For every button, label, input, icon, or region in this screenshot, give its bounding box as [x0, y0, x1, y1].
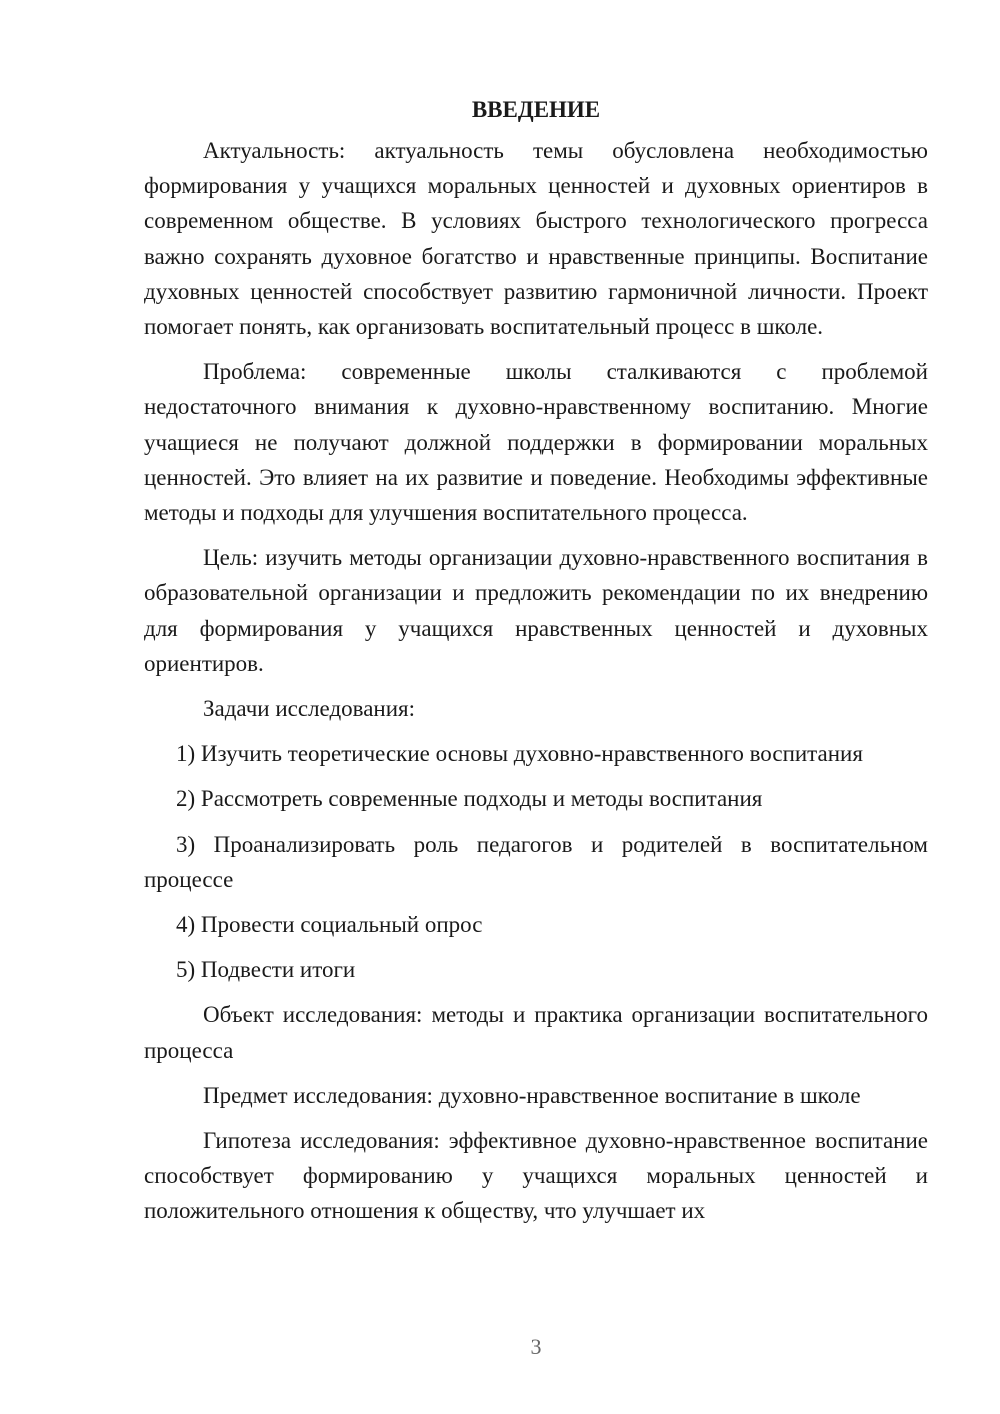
- task-item-3: 3) Проанализировать роль педагогов и родителей в воспитательном процессе: [144, 831, 928, 892]
- paragraph-subject: Предмет исследования: духовно-нравственное воспитание в школе: [203, 1082, 861, 1108]
- task-item-1: 1) Изучить теоретические основы духовно-нравственного воспитания: [176, 741, 863, 767]
- paragraph-relevance: Актуальность: актуальность темы обусловлена необходимостью формирования у учащихся моральных ценностей и духовных ориентиров в современном обществе. В условиях быстрого технологического прогресса важно сохранять духовное богатство и нравственные принципы. Воспитание духовных ценностей способствует развитию гармоничной личности. Проект помогает понять, как организовать воспитательный процесс в школе.: [144, 138, 928, 340]
- task-item-5: 5) Подвести итоги: [176, 957, 356, 983]
- section-title: ВВЕДЕНИЕ: [471, 97, 601, 122]
- task-item-4: 4) Провести социальный опрос: [176, 912, 483, 938]
- paragraph-problem: Проблема: современные школы сталкиваются с проблемой недостаточного внимания к духовно-нравственному воспитанию. Многие учащиеся не получают должной поддержки в формировании моральных ценностей. Это влияет на их развитие и поведение. Необходимы эффективные методы и подходы для улучшения воспитательного процесса.: [144, 359, 928, 526]
- page-number: 3: [530, 1334, 542, 1359]
- tasks-heading: Задачи исследования:: [203, 696, 416, 722]
- paragraph-hypothesis: Гипотеза исследования: эффективное духовно-нравственное воспитание способствует формированию у учащихся моральных ценностей и положительного отношения к обществу, что улучшает их: [144, 1128, 928, 1224]
- paragraph-object: Объект исследования: методы и практика организации воспитательного процесса: [144, 1002, 928, 1063]
- paragraph-goal: Цель: изучить методы организации духовно-нравственного воспитания в образовательной организации и предложить рекомендации по их внедрению для формирования у учащихся нравственных ценностей и духовных ориентиров.: [144, 545, 928, 676]
- document-body: [144, 92, 928, 1239]
- task-item-2: 2) Рассмотреть современные подходы и методы воспитания: [176, 786, 763, 812]
